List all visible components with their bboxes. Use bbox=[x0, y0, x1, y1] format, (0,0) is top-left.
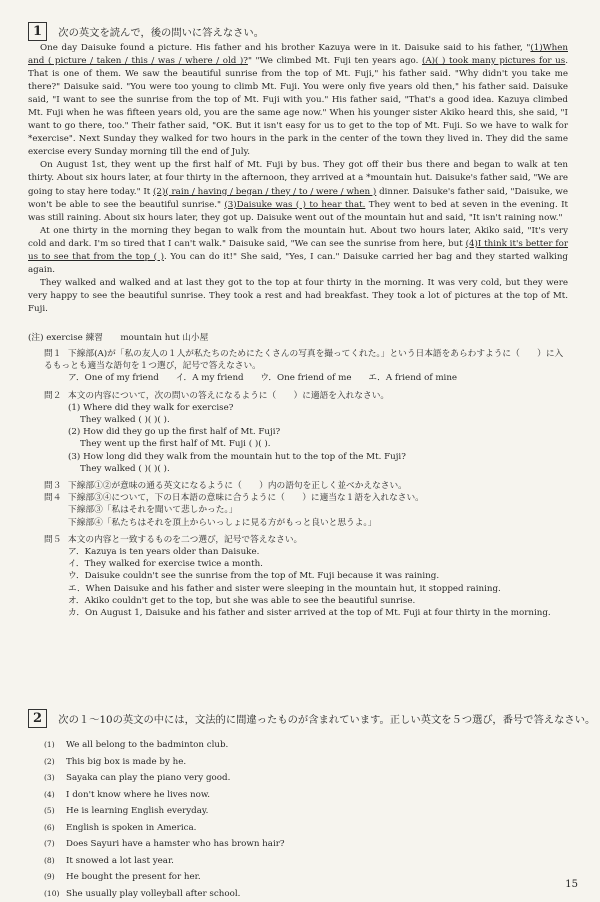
q5-choice-ka: カ．On August 1, Daisuke and his father and sister arrived at the top of Mt. Fuji at four thirty in the morning. bbox=[44, 607, 568, 619]
list-item: (7) Does Sayuri have a hamster who has brown hair? bbox=[44, 836, 285, 853]
list-item: (8) It snowed a lot last year. bbox=[44, 853, 285, 870]
q2-item-1-answer: They walked ( )( )( ). bbox=[44, 414, 568, 426]
section-2-instruction: 次の１～10の英文の中には，文法的に間違ったものが含まれています。正しい英文を５つ選び，番号で答えなさい。 bbox=[58, 714, 595, 726]
page-number: 15 bbox=[565, 879, 578, 890]
question-2: 問２ 本文の内容について，次の問いの答えになるように（ ）に適語を入れなさい。 bbox=[44, 390, 568, 402]
q2-item-1-question: (1) Where did they walk for exercise? bbox=[44, 402, 568, 414]
section-1-number: 1 bbox=[28, 22, 47, 41]
list-item: (1) We all belong to the badminton club. bbox=[44, 737, 285, 754]
reading-passage bbox=[28, 42, 568, 316]
q2-item-2-question: (2) How did they go up the first half of Mt. Fuji? bbox=[44, 426, 568, 438]
paragraph-2: On August 1st, they went up the first half of Mt. Fuji by bus. They got off their bus there and began to walk at ten thirty. About six hours later, at four thirty in the afternoon, they arrived at a *mountain hut. Daisuke's father said, "We are going to stay here today." It (2)( rain / having / began / they / to / were / when ) dinner. Daisuke's father said, "Daisuke, we won't be able to see the beautiful sunrise." (3)Daisuke was ( ) to hear that. They went to bed at seven in the evening. It was still raining. About six hours later, they got up. Daisuke went out of the mountain hut and said, "It isn't raining now." bbox=[28, 159, 568, 224]
q2-item-3-question: (3) How long did they walk from the mountain hut to the top of the Mt. Fuji? bbox=[44, 451, 568, 463]
underline-3: (3)Daisuke was ( ) to hear that. bbox=[224, 200, 365, 210]
q5-choice-o: オ．Akiko couldn't get to the top, but she was able to see the beautiful sunrise. bbox=[44, 595, 568, 607]
q5-choice-a: ア．Kazuya is ten years older than Daisuke. bbox=[44, 546, 568, 558]
underline-1: (1)When and ( picture / taken / this / was / where / old )? bbox=[28, 43, 568, 66]
q5-choice-u: ウ．Daisuke couldn't see the sunrise from the top of Mt. Fuji because it was raining. bbox=[44, 570, 568, 582]
question-1-choices bbox=[44, 372, 568, 384]
question-3: 問３ 下線部①②が意味の通る英文になるように（ ）内の語句を正しく並べかえなさい。 bbox=[44, 480, 568, 492]
choice: イ．A my friend bbox=[176, 372, 244, 384]
q2-item-3-answer: They walked ( )( )( ). bbox=[44, 463, 568, 475]
q4-item-3: 下線部③「私はそれを聞いて悲しかった。」 bbox=[44, 504, 568, 516]
q4-item-4: 下線部④「私たちはそれを頂上からいっしょに見る方がもっと良いと思うよ。」 bbox=[44, 517, 568, 529]
q5-choice-i: イ．They walked for exercise twice a month. bbox=[44, 558, 568, 570]
list-item: (5) He is learning English everyday. bbox=[44, 803, 285, 820]
list-item: (6) English is spoken in America. bbox=[44, 820, 285, 837]
question-5: 問５ 本文の内容と一致するものを二つ選び，記号で答えなさい。 bbox=[44, 534, 568, 546]
list-item: (10) She usually play volleyball after school. bbox=[44, 886, 285, 902]
section-2-header bbox=[28, 709, 595, 728]
question-4: 問４ 下線部③④について，下の日本語の意味に合うように（ ）に適当な１語を入れなさい。 bbox=[44, 492, 568, 504]
q2-item-2-answer: They went up the first half of Mt. Fuji ( )( ). bbox=[44, 438, 568, 450]
section-1-instruction: 次の英文を読んで，後の問いに答えなさい。 bbox=[58, 27, 264, 39]
paragraph-1: One day Daisuke found a picture. His father and his brother Kazuya were in it. Daisuke said to his father, "(1)When and ( picture / taken / this / was / where / old )?" "We climbed Mt. Fuji ten years ago. (A)( ) took many pictures for us. That is one of them. We saw the beautiful sunrise from the top of Mt. Fuji," his father said. "Why didn't you take me there?" Daisuke said. "You were too young to climb Mt. Fuji. You were only five years old then," his father said. Daisuke said, "I want to see the sunrise from the top of Mt. Fuji with you." His father said, "That's a good idea. Kazuya climbed Mt. Fuji when he was fifteen years old, you are the same age now." When his younger sister Akiko heard this, she said, "I want to go there, too." Their father said, "OK. But it isn't easy for us to get to the top of Mt. Fuji. So we have to walk for *exercise". Next Sunday they walked for two hours in the park in the center of the town they lived in. They did the same exercise every Sunday morning till the end of July. bbox=[28, 42, 568, 159]
underline-4: (4)I think it's better for us to see that from the top ( ) bbox=[28, 239, 568, 262]
list-item: (4) I don't know where he lives now. bbox=[44, 787, 285, 804]
q5-choice-e: エ．When Daisuke and his father and sister were sleeping in the mountain hut, it stopped raining. bbox=[44, 583, 568, 595]
vocabulary-note: (注) exercise 練習 mountain hut 山小屋 bbox=[28, 331, 208, 343]
section-1-header bbox=[28, 22, 264, 41]
underline-A: (A)( ) took many pictures for us bbox=[422, 56, 565, 66]
paragraph-3: At one thirty in the morning they began to walk from the mountain hut. About two hours later, Akiko said, "It's very cold and dark. I'm so tired that I can't walk." Daisuke said, "We can see the sunrise from here, but (4)I think it's better for us to see that from the top ( ). You can do it!" She said, "Yes, I can." Daisuke carried her bag and they started walking again. bbox=[28, 225, 568, 277]
section-2-number: 2 bbox=[28, 709, 47, 728]
grammar-sentences bbox=[44, 737, 285, 902]
paragraph-4: They walked and walked and at last they got to the top at four thirty in the morning. It was very cold, but they were very happy to see the beautiful sunrise. They took a rest and had breakfast. They took a lot of pictures at the top of Mt. Fuji. bbox=[28, 277, 568, 316]
choice: ウ．One friend of me bbox=[260, 372, 351, 384]
underline-2: (2)( rain / having / began / they / to / were / when ) bbox=[153, 187, 376, 197]
list-item: (3) Sayaka can play the piano very good. bbox=[44, 770, 285, 787]
list-item: (2) This big box is made by he. bbox=[44, 754, 285, 771]
question-1: 問１ 下線部(A)が「私の友人の１人が私たちのためにたくさんの写真を撮ってくれた。」という日本語をあらわすように（ ）に入るもっとも適当な語句を１つ選び，記号で答えなさい。 bbox=[44, 348, 568, 372]
choice: ア．One of my friend bbox=[68, 372, 159, 384]
list-item: (9) He bought the present for her. bbox=[44, 869, 285, 886]
questions-block bbox=[44, 348, 568, 619]
choice: エ．A friend of mine bbox=[368, 372, 457, 384]
